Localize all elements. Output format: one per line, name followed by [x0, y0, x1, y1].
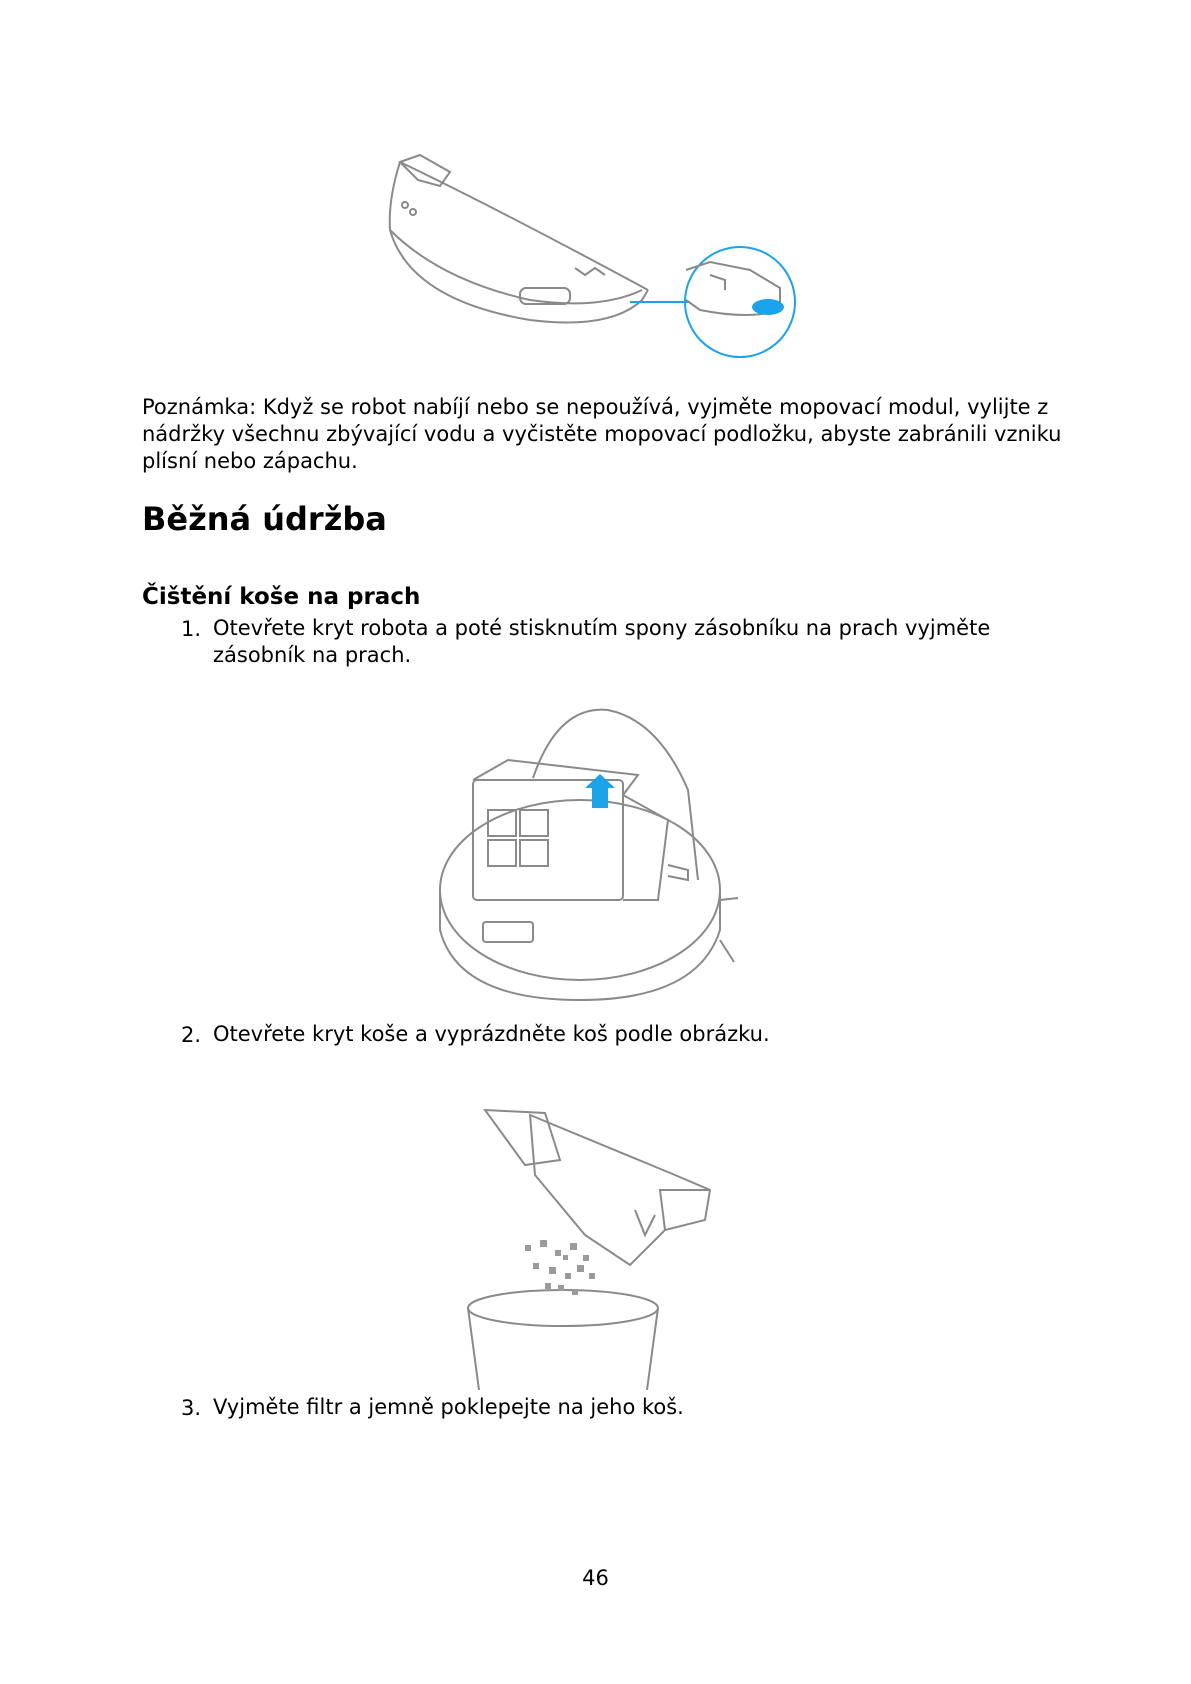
step-1-number: 1. [180, 617, 201, 641]
note-paragraph: Poznámka: Když se robot nabíjí nebo se nepoužívá, vyjměte mopovací modul, vylijte z nádržky všechnu zbývající vodu a vyčistěte mopovací podložku, abyste zabránili vzniku plísní nebo zápachu. [142, 395, 1062, 473]
section-title: Běžná údržba [142, 500, 387, 538]
step-2-text: Otevřete kryt koše a vyprázdněte koš podle obrázku. [213, 1022, 770, 1046]
mop-module-illustration [380, 150, 800, 365]
empty-bin-illustration [465, 1105, 725, 1390]
step-3-number: 3. [180, 1396, 201, 1420]
step-1-text: Otevřete kryt robota a poté stisknutím spony zásobníku na prach vyjměte zásobník na prach. [213, 616, 991, 667]
page-number: 46 [582, 1566, 609, 1590]
step-3-text: Vyjměte filtr a jemně poklepejte na jeho koš. [213, 1395, 684, 1419]
step-2-number: 2. [180, 1023, 201, 1047]
robot-open-lid-illustration [438, 700, 768, 1025]
subsection-title: Čištění koše na prach [142, 584, 421, 610]
